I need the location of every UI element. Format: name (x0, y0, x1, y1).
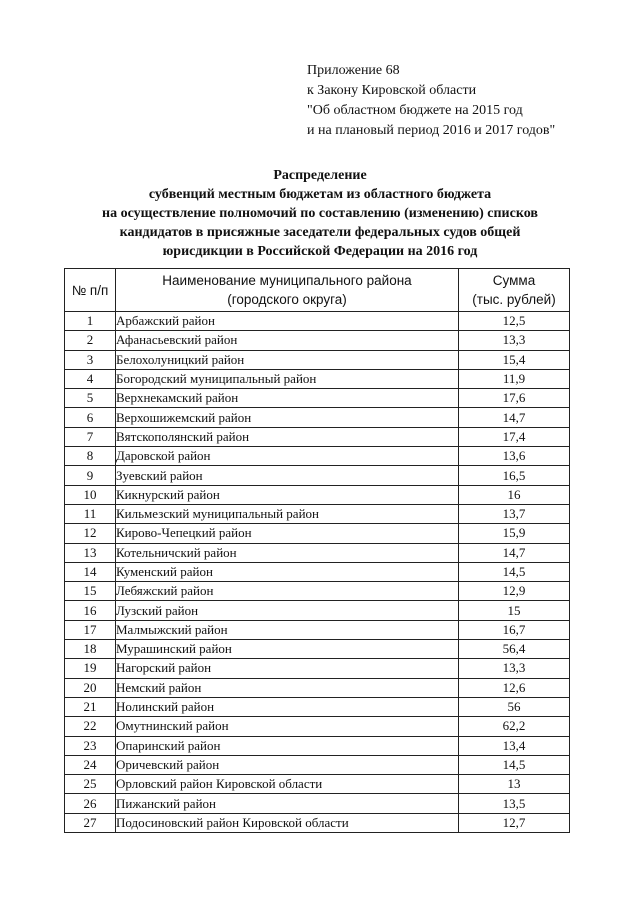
title-line: Распределение (273, 168, 367, 183)
table-row (65, 736, 570, 755)
header-name-line: (городского округа) (227, 292, 347, 307)
table-row (65, 369, 570, 388)
table-row (65, 504, 570, 523)
title-line: субвенций местным бюджетам из областного бюджета (148, 187, 492, 202)
table-row (65, 485, 570, 504)
sum-cell: 12,7 (459, 813, 570, 832)
header-sum-line: (тыс. рублей) (472, 292, 556, 307)
district-name-cell: Верхошижемский район (116, 408, 459, 427)
appendix-line: Приложение 68 (307, 63, 400, 78)
sum-cell: 13 (459, 775, 570, 794)
table-row (65, 466, 570, 485)
header-sum-line: Сумма (492, 273, 536, 288)
sum-cell: 11,9 (459, 369, 570, 388)
row-number-cell: 12 (65, 524, 116, 543)
sum-cell: 14,5 (459, 755, 570, 774)
district-name-cell: Лебяжский район (116, 582, 459, 601)
header-district-name (116, 269, 459, 312)
row-number-cell: 11 (65, 504, 116, 523)
district-name-cell: Кикнурский район (116, 485, 459, 504)
appendix-line: "Об областном бюджете на 2015 год (307, 103, 523, 118)
row-number-cell: 25 (65, 775, 116, 794)
row-number-cell: 8 (65, 447, 116, 466)
sum-cell: 12,6 (459, 678, 570, 697)
row-number-cell: 9 (65, 466, 116, 485)
district-name-cell: Афанасьевский район (116, 331, 459, 350)
row-number-cell: 26 (65, 794, 116, 813)
district-name-cell: Даровской район (116, 447, 459, 466)
table-header-row (65, 269, 570, 312)
sum-cell: 15,4 (459, 350, 570, 369)
sum-cell: 14,7 (459, 408, 570, 427)
district-name-cell: Немский район (116, 678, 459, 697)
district-name-cell: Богородский муниципальный район (116, 369, 459, 388)
row-number-cell: 16 (65, 601, 116, 620)
header-sum (459, 269, 570, 312)
appendix-line: и на плановый период 2016 и 2017 годов" (307, 123, 556, 138)
title-line: кандидатов в присяжные заседатели федеральных судов общей (119, 225, 521, 240)
table-row (65, 755, 570, 774)
district-name-cell: Вятскополянский район (116, 427, 459, 446)
sum-cell: 13,3 (459, 659, 570, 678)
title-line: юрисдикции в Российской Федерации на 2016 год (162, 244, 478, 259)
row-number-cell: 3 (65, 350, 116, 369)
table-row (65, 659, 570, 678)
sum-cell: 12,5 (459, 312, 570, 331)
table-row (65, 350, 570, 369)
row-number-cell: 2 (65, 331, 116, 350)
district-name-cell: Нолинский район (116, 697, 459, 716)
row-number-cell: 14 (65, 562, 116, 581)
row-number-cell: 18 (65, 640, 116, 659)
table-row (65, 582, 570, 601)
sum-cell: 13,3 (459, 331, 570, 350)
row-number-cell: 4 (65, 369, 116, 388)
row-number-cell: 20 (65, 678, 116, 697)
header-number-label: № п/п (71, 282, 109, 298)
district-name-cell: Арбажский район (116, 312, 459, 331)
row-number-cell: 1 (65, 312, 116, 331)
row-number-cell: 10 (65, 485, 116, 504)
row-number-cell: 22 (65, 717, 116, 736)
district-name-cell: Пижанский район (116, 794, 459, 813)
sum-cell: 16,7 (459, 620, 570, 639)
row-number-cell: 21 (65, 697, 116, 716)
table-row (65, 331, 570, 350)
table-row (65, 697, 570, 716)
district-name-cell: Зуевский район (116, 466, 459, 485)
district-name-cell: Лузский район (116, 601, 459, 620)
sum-cell: 16 (459, 485, 570, 504)
table-row (65, 389, 570, 408)
table-row (65, 717, 570, 736)
table-row (65, 620, 570, 639)
sum-cell: 56,4 (459, 640, 570, 659)
district-name-cell: Опаринский район (116, 736, 459, 755)
table-row (65, 524, 570, 543)
sum-cell: 14,5 (459, 562, 570, 581)
row-number-cell: 23 (65, 736, 116, 755)
table-row (65, 447, 570, 466)
table-row (65, 775, 570, 794)
distribution-table (64, 268, 570, 833)
header-name-line: Наименование муниципального района (162, 273, 412, 288)
sum-cell: 15 (459, 601, 570, 620)
row-number-cell: 17 (65, 620, 116, 639)
row-number-cell: 6 (65, 408, 116, 427)
table-row (65, 543, 570, 562)
district-name-cell: Верхнекамский район (116, 389, 459, 408)
table-row (65, 408, 570, 427)
row-number-cell: 19 (65, 659, 116, 678)
sum-cell: 13,5 (459, 794, 570, 813)
sum-cell: 15,9 (459, 524, 570, 543)
document-title (60, 166, 580, 261)
table-row (65, 813, 570, 832)
header-number (65, 269, 116, 312)
district-name-cell: Оричевский район (116, 755, 459, 774)
district-name-cell: Подосиновский район Кировской области (116, 813, 459, 832)
sum-cell: 14,7 (459, 543, 570, 562)
district-name-cell: Мурашинский район (116, 640, 459, 659)
sum-cell: 13,7 (459, 504, 570, 523)
table-row (65, 640, 570, 659)
table-row (65, 427, 570, 446)
sum-cell: 62,2 (459, 717, 570, 736)
sum-cell: 56 (459, 697, 570, 716)
sum-cell: 17,4 (459, 427, 570, 446)
district-name-cell: Кирово-Чепецкий район (116, 524, 459, 543)
district-name-cell: Омутнинский район (116, 717, 459, 736)
district-name-cell: Нагорский район (116, 659, 459, 678)
district-name-cell: Кильмезский муниципальный район (116, 504, 459, 523)
district-name-cell: Малмыжский район (116, 620, 459, 639)
appendix-header (307, 61, 555, 141)
table-row (65, 794, 570, 813)
table-row (65, 312, 570, 331)
table-row (65, 601, 570, 620)
row-number-cell: 27 (65, 813, 116, 832)
sum-cell: 12,9 (459, 582, 570, 601)
district-name-cell: Орловский район Кировской области (116, 775, 459, 794)
row-number-cell: 13 (65, 543, 116, 562)
table-row (65, 678, 570, 697)
sum-cell: 17,6 (459, 389, 570, 408)
row-number-cell: 7 (65, 427, 116, 446)
sum-cell: 16,5 (459, 466, 570, 485)
district-name-cell: Белохолуницкий район (116, 350, 459, 369)
table-row (65, 562, 570, 581)
sum-cell: 13,4 (459, 736, 570, 755)
district-name-cell: Котельничский район (116, 543, 459, 562)
district-name-cell: Куменский район (116, 562, 459, 581)
title-line: на осуществление полномочий по составлению (изменению) списков (102, 206, 538, 221)
row-number-cell: 5 (65, 389, 116, 408)
row-number-cell: 24 (65, 755, 116, 774)
appendix-line: к Закону Кировской области (307, 83, 477, 98)
sum-cell: 13,6 (459, 447, 570, 466)
table-body (65, 312, 570, 833)
row-number-cell: 15 (65, 582, 116, 601)
